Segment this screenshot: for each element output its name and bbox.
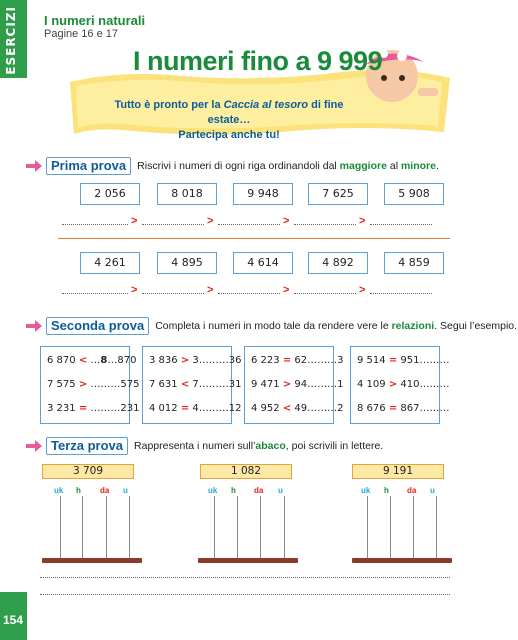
number-box: 4 261 bbox=[80, 252, 140, 274]
abacus-base bbox=[198, 558, 298, 563]
number-box: 5 908 bbox=[384, 183, 444, 205]
number-box: 8 018 bbox=[157, 183, 217, 205]
divider bbox=[58, 238, 450, 239]
relation-row[interactable] bbox=[149, 379, 242, 390]
relation-sign: > bbox=[180, 355, 190, 366]
abacus-column-label: h bbox=[231, 486, 236, 495]
abacus-column-label: uk bbox=[54, 486, 64, 495]
example-answer: 8 bbox=[100, 355, 108, 366]
arrow-right-icon bbox=[26, 440, 42, 452]
banner-text-b: di fine estate… bbox=[207, 99, 344, 126]
number-box: 4 895 bbox=[157, 252, 217, 274]
relation-number: … bbox=[90, 355, 101, 366]
relation-sign: > bbox=[388, 379, 398, 390]
desc-text: . Segui l’esempio. bbox=[434, 320, 518, 332]
relation-number: 867……… bbox=[400, 403, 450, 414]
relation-number: ………575 bbox=[90, 379, 140, 390]
abacus-column-label: uk bbox=[208, 486, 218, 495]
relation-row[interactable] bbox=[251, 379, 344, 390]
seconda-prova-instructions bbox=[155, 320, 517, 332]
relation-box bbox=[40, 346, 140, 424]
desc-keyword: maggiore bbox=[339, 160, 387, 172]
banner-text-italic: Caccia al tesoro bbox=[223, 99, 309, 111]
desc-keyword: abaco bbox=[255, 440, 286, 452]
relation-sign: < bbox=[180, 379, 190, 390]
abacus-rod[interactable] bbox=[214, 496, 215, 560]
relation-number: 7 631 bbox=[149, 379, 178, 390]
seconda-prova-header bbox=[26, 316, 517, 336]
desc-text: Completa i numeri in modo tale da rendere vere le bbox=[155, 320, 392, 332]
relation-number: 49………2 bbox=[294, 403, 344, 414]
desc-keyword: relazioni bbox=[391, 320, 435, 332]
page-title: I numeri fino a 9 999 bbox=[133, 46, 383, 76]
abacus-column-label: u bbox=[123, 486, 128, 495]
terza-prova-header bbox=[26, 436, 383, 456]
relation-number: 7………31 bbox=[192, 379, 242, 390]
abacus-number-label: 3 709 bbox=[42, 464, 134, 479]
chapter-title: I numeri naturali bbox=[44, 13, 146, 28]
relation-sign: > bbox=[78, 379, 88, 390]
chapter-pages: Pagine 16 e 17 bbox=[44, 28, 119, 40]
arrow-right-icon bbox=[26, 160, 42, 172]
relation-row[interactable] bbox=[357, 403, 450, 414]
number-box: 4 859 bbox=[384, 252, 444, 274]
relation-number: 3 231 bbox=[47, 403, 76, 414]
seconda-prova-label: Seconda prova bbox=[46, 317, 149, 335]
answer-line[interactable] bbox=[218, 293, 280, 294]
abacus-column-label: u bbox=[430, 486, 435, 495]
number-box: 4 614 bbox=[233, 252, 293, 274]
banner-text-line2: Partecipa anche tu! bbox=[178, 129, 280, 141]
prima-prova-header bbox=[26, 156, 439, 176]
abacus-rod[interactable] bbox=[413, 496, 414, 560]
abacus-rod[interactable] bbox=[82, 496, 83, 560]
relation-number: 6 870 bbox=[47, 355, 76, 366]
relation-row[interactable] bbox=[251, 403, 344, 414]
banner-intro bbox=[110, 98, 348, 143]
relation-number: 9 471 bbox=[251, 379, 280, 390]
relation-number: 3 836 bbox=[149, 355, 178, 366]
relation-row[interactable] bbox=[149, 403, 242, 414]
abacus-number-label: 1 082 bbox=[200, 464, 292, 479]
relation-sign: = bbox=[78, 403, 88, 414]
relation-number: 94………1 bbox=[294, 379, 344, 390]
relation-number: 3………36 bbox=[192, 355, 242, 366]
relation-sign: = bbox=[388, 355, 398, 366]
relation-number: 7 575 bbox=[47, 379, 76, 390]
relation-row[interactable] bbox=[47, 379, 140, 390]
abacus-rod[interactable] bbox=[260, 496, 261, 560]
relation-number: 4 012 bbox=[149, 403, 178, 414]
abacus-rod[interactable] bbox=[237, 496, 238, 560]
greater-than-sign: > bbox=[359, 215, 366, 227]
greater-than-sign: > bbox=[207, 215, 214, 227]
abacus-rod[interactable] bbox=[106, 496, 107, 560]
answer-line[interactable] bbox=[142, 293, 204, 294]
desc-text: Riscrivi i numeri di ogni riga ordinandoli dal bbox=[137, 160, 340, 172]
relation-row[interactable] bbox=[47, 355, 136, 366]
relation-sign: > bbox=[282, 379, 292, 390]
desc-text: Rappresenta i numeri sull’ bbox=[134, 440, 256, 452]
greater-than-sign: > bbox=[207, 284, 214, 296]
number-box: 2 056 bbox=[80, 183, 140, 205]
relation-number: 6 223 bbox=[251, 355, 280, 366]
desc-text: , poi scrivili in lettere. bbox=[285, 440, 384, 452]
desc-keyword: minore bbox=[400, 160, 436, 172]
relation-row[interactable] bbox=[357, 379, 450, 390]
relation-box bbox=[244, 346, 344, 424]
relation-number: 4………12 bbox=[192, 403, 242, 414]
answer-line[interactable] bbox=[218, 224, 280, 225]
relation-row[interactable] bbox=[357, 355, 450, 366]
relation-number: 4 952 bbox=[251, 403, 280, 414]
abacus-column-label: h bbox=[384, 486, 389, 495]
abacus-column-label: h bbox=[76, 486, 81, 495]
greater-than-sign: > bbox=[131, 284, 138, 296]
writing-line[interactable] bbox=[40, 577, 450, 578]
abacus-column-label: da bbox=[254, 486, 264, 495]
relation-row[interactable] bbox=[251, 355, 344, 366]
abacus-rod[interactable] bbox=[129, 496, 130, 560]
abacus-column-label: da bbox=[100, 486, 110, 495]
abacus-rod[interactable] bbox=[390, 496, 391, 560]
abacus-rod[interactable] bbox=[367, 496, 368, 560]
page-number: 154 bbox=[3, 613, 24, 627]
desc-text: . bbox=[435, 160, 439, 172]
prima-prova-label: Prima prova bbox=[46, 157, 131, 175]
greater-than-sign: > bbox=[283, 284, 290, 296]
abacus-rod[interactable] bbox=[60, 496, 61, 560]
relation-sign: < bbox=[282, 403, 292, 414]
section-label: ESERCIZI bbox=[4, 6, 18, 75]
relation-sign: < bbox=[78, 355, 88, 366]
greater-than-sign: > bbox=[283, 215, 290, 227]
relation-number: ………231 bbox=[90, 403, 140, 414]
abacus-base bbox=[352, 558, 452, 563]
relation-row[interactable] bbox=[47, 403, 140, 414]
answer-line[interactable] bbox=[370, 224, 432, 225]
abacus-rod[interactable] bbox=[436, 496, 437, 560]
relation-number: 410……… bbox=[400, 379, 450, 390]
relation-box bbox=[142, 346, 242, 424]
number-box: 9 948 bbox=[233, 183, 293, 205]
relation-number: 8 676 bbox=[357, 403, 386, 414]
relation-sign: = bbox=[388, 403, 398, 414]
relation-number: 9 514 bbox=[357, 355, 386, 366]
number-box: 7 625 bbox=[308, 183, 368, 205]
relation-sign: = bbox=[180, 403, 190, 414]
banner-text-a: Tutto è pronto per la bbox=[114, 99, 224, 111]
relation-number: 4 109 bbox=[357, 379, 386, 390]
abacus-column-label: u bbox=[278, 486, 283, 495]
relation-number: 62………3 bbox=[294, 355, 344, 366]
abacus-column-label: da bbox=[407, 486, 417, 495]
side-band bbox=[0, 0, 27, 78]
greater-than-sign: > bbox=[359, 284, 366, 296]
answer-line[interactable] bbox=[370, 293, 432, 294]
terza-prova-instructions bbox=[134, 440, 383, 452]
answer-line[interactable] bbox=[62, 293, 128, 294]
answer-line[interactable] bbox=[294, 224, 356, 225]
terza-prova-label: Terza prova bbox=[46, 437, 128, 455]
relation-row[interactable] bbox=[149, 355, 242, 366]
greater-than-sign: > bbox=[131, 215, 138, 227]
relation-sign: = bbox=[282, 355, 292, 366]
abacus-column-label: uk bbox=[361, 486, 371, 495]
relation-number: 951……… bbox=[400, 355, 450, 366]
abacus-number-label: 9 191 bbox=[352, 464, 444, 479]
relation-box bbox=[350, 346, 450, 424]
answer-line[interactable] bbox=[294, 293, 356, 294]
answer-line[interactable] bbox=[142, 224, 204, 225]
prima-prova-instructions bbox=[137, 160, 439, 172]
abacus-rod[interactable] bbox=[284, 496, 285, 560]
desc-text: al bbox=[386, 160, 401, 172]
answer-line[interactable] bbox=[62, 224, 128, 225]
writing-line[interactable] bbox=[40, 594, 450, 595]
relation-number: …870 bbox=[107, 355, 137, 366]
number-box: 4 892 bbox=[308, 252, 368, 274]
abacus-base bbox=[42, 558, 142, 563]
arrow-right-icon bbox=[26, 320, 42, 332]
